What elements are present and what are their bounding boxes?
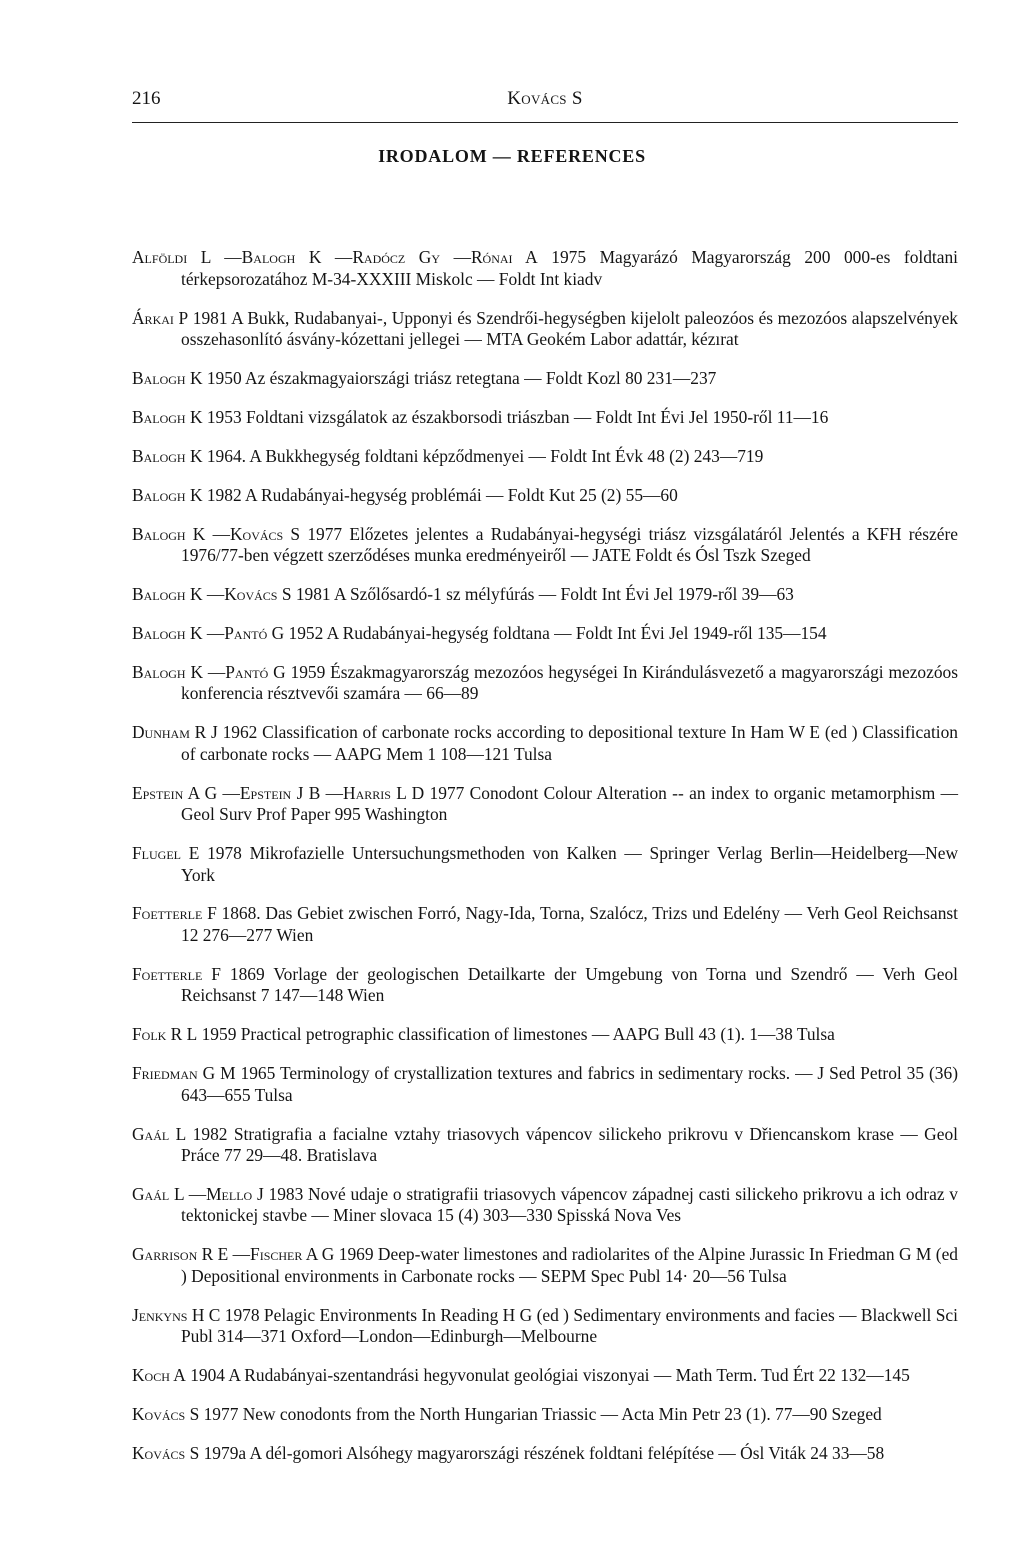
reference-entry: [132, 308, 958, 351]
reference-text: 1950 Az északmagyaiországi triász retegtana — Foldt Kozl 80 231—237: [202, 368, 717, 389]
reference-text: 1981 A Bukk, Rudabanyai-, Upponyi és Szendrői-hegységben kijelolt paleozóos és mezozóos alapszelvények osszehasonlító ásvány-kózettani jellegei — MTA Geokém Labor adattár, kézırat: [181, 307, 958, 350]
reference-entry: [132, 903, 958, 946]
reference-text: 1977 New conodonts from the North Hungarian Triassic — Acta Min Petr 23 (1). 77—90 Szeged: [199, 1403, 882, 1424]
reference-authors: Balogh K: [132, 368, 203, 389]
reference-text: 1959 Practical petrographic classification of limestones — AAPG Bull 43 (1). 1—38 Tulsa: [197, 1024, 835, 1045]
reference-entry: [132, 1365, 958, 1387]
reference-entry: [132, 623, 958, 645]
reference-authors: Garrison R E —Fischer A G: [132, 1244, 335, 1265]
reference-authors: Balogh K —Kovács S: [132, 523, 301, 544]
reference-authors: Gaál L —Mello J: [132, 1183, 264, 1204]
reference-authors: Flugel E: [132, 843, 200, 864]
reference-authors: Friedman G M: [132, 1063, 236, 1084]
reference-text: 1978 Mikrofazielle Untersuchungsmethoden von Kalken — Springer Verlag Berlin—Heidelberg—New York: [181, 843, 958, 885]
reference-entry: [132, 485, 958, 507]
reference-text: 1977 Előzetes jelentes a Rudabányai-hegységi triász vizsgálatáról Jelentés a KFH részére 1976/77-ben végzett szerződéses munka eredményeiről — JATE Foldt és Ósl Tszk Szeged: [181, 523, 958, 566]
reference-text: 1975 Magyarázó Magyarország 200 000-es foldtani térkepsorozatához M-34-XXXIII Miskolc — Foldt Int kiadv: [181, 247, 958, 289]
reference-text: 1982 Stratigrafia a facialne vztahy triasovych vápencov silickeho prikrovu v Dřiencanskom krase — Geol Práce 77 29—48. Bratislava: [181, 1123, 958, 1166]
reference-text: 1953 Foldtani vizsgálatok az északborsodi triászban — Foldt Int Évi Jel 1950-ről 11—16: [202, 407, 829, 428]
reference-text: 1981 A Szőlősardó-1 sz mélyfúrás — Foldt Int Évi Jel 1979-ről 39—63: [291, 584, 794, 605]
reference-authors: Foetterle F: [132, 963, 221, 984]
reference-entry: [132, 1404, 958, 1426]
reference-text: 1868. Das Gebiet zwischen Forró, Nagy-Ida, Torna, Szalócz, Trizs und Edelény — Verh Geol Reichsanst 12 276—277 Wien: [181, 903, 958, 945]
reference-text: 1959 Északmagyarország mezozóos hegységei In Kirándulásvezető a magyarországi mezozóos konferencia résztvevői szamára — 66—89: [181, 661, 958, 704]
reference-entry: [132, 247, 958, 290]
reference-authors: Dunham R J: [132, 722, 218, 743]
reference-authors: Gaál L: [132, 1123, 187, 1144]
reference-text: 1962 Classification of carbonate rocks according to depositional texture In Ham W E (ed ) Classification of carbonate rocks — AAPG Mem 1 108—121 Tulsa: [181, 722, 958, 764]
reference-entry: [132, 1443, 958, 1465]
reference-authors: Jenkyns H C: [132, 1304, 221, 1325]
reference-authors: Foetterle F: [132, 903, 217, 924]
reference-entry: [132, 368, 958, 390]
reference-authors: Balogh K: [132, 445, 203, 466]
reference-text: 1982 A Rudabányai-hegység problémái — Foldt Kut 25 (2) 55—60: [202, 484, 678, 505]
reference-entry: [132, 584, 958, 606]
reference-text: 1969 Deep-water limestones and radiolarites of the Alpine Jurassic In Friedman G M (ed ) Depositional environments in Carbonate rocks — SEPM Spec Publ 14· 20—56 Tulsa: [181, 1244, 958, 1286]
reference-authors: Balogh K —Pantó G: [132, 623, 285, 644]
reference-authors: Epstein A G —Epstein J B —Harris L D: [132, 782, 425, 803]
reference-entry: [132, 722, 958, 765]
reference-entry: [132, 1024, 958, 1046]
reference-authors: Kovács S: [132, 1403, 200, 1424]
reference-entry: [132, 1244, 958, 1287]
reference-entry: [132, 783, 958, 826]
page-number: 216: [132, 88, 161, 109]
reference-text: 1983 Nové udaje o stratigrafii triasovych vápencov západnej casti silickeho prikrovu a ich odraz v tektonickej stavbe — Miner slovaca 15 (4) 303—330 Spisská Nova Ves: [181, 1183, 958, 1226]
section-title: IRODALOM — REFERENCES: [378, 146, 646, 166]
reference-text: 1978 Pelagic Environments In Reading H G (ed ) Sedimentary environments and facies — Blackwell Sci Publ 314—371 Oxford—London—Edinburgh—Melbourne: [181, 1304, 958, 1347]
reference-entry: [132, 524, 958, 567]
reference-text: 1964. A Bukkhegység foldtani képződmenyei — Foldt Int Évk 48 (2) 243—719: [202, 445, 764, 466]
page-header: [132, 88, 958, 122]
reference-entry: [132, 843, 958, 886]
reference-authors: Koch A: [132, 1365, 186, 1386]
reference-authors: Folk R L: [132, 1024, 198, 1045]
reference-authors: Balogh K —Pantó G: [132, 661, 286, 682]
reference-entry: [132, 1184, 958, 1227]
reference-authors: Kovács S: [132, 1442, 200, 1463]
reference-entry: [132, 1063, 958, 1106]
reference-authors: Balogh K: [132, 407, 203, 428]
reference-text: 1869 Vorlage der geologischen Detailkarte der Umgebung von Torna und Szendrő — Verh Geol Reichsanst 7 147—148 Wien: [181, 963, 959, 1006]
reference-text: 1979a A dél-gomori Alsóhegy magyarországi részének foldtani felépítése — Ósl Viták 24 33—58: [199, 1442, 885, 1463]
reference-entry: [132, 446, 958, 468]
reference-authors: Balogh K: [132, 484, 203, 505]
reference-text: 1965 Terminology of crystallization textures and fabrics in sedimentary rocks. — J Sed Petrol 35 (36) 643—655 Tulsa: [181, 1063, 958, 1105]
header-rule: [132, 122, 958, 123]
reference-authors: Balogh K —Kovács S: [132, 584, 292, 605]
reference-entry: [132, 964, 958, 1007]
reference-entry: [132, 1124, 958, 1167]
reference-list: [132, 230, 958, 1468]
reference-text: 1904 A Rudabányai-szentandrási hegyvonulat geológiai viszonyai — Math Term. Tud Ért 22 132—145: [185, 1365, 910, 1386]
reference-entry: [132, 407, 958, 429]
reference-authors: Árkai P: [132, 307, 189, 328]
reference-text: 1977 Conodont Colour Alteration -- an index to organic metamorphism — Geol Surv Prof Paper 995 Washington: [181, 782, 958, 825]
reference-authors: Alföldi L —Balogh K —Radócz Gy —Rónai A: [132, 247, 538, 268]
reference-entry: [132, 662, 958, 705]
reference-entry: [132, 1305, 958, 1348]
running-head: Kovács S: [507, 88, 583, 109]
reference-text: 1952 A Rudabányai-hegység foldtana — Foldt Int Évi Jel 1949-ről 135—154: [284, 623, 827, 644]
